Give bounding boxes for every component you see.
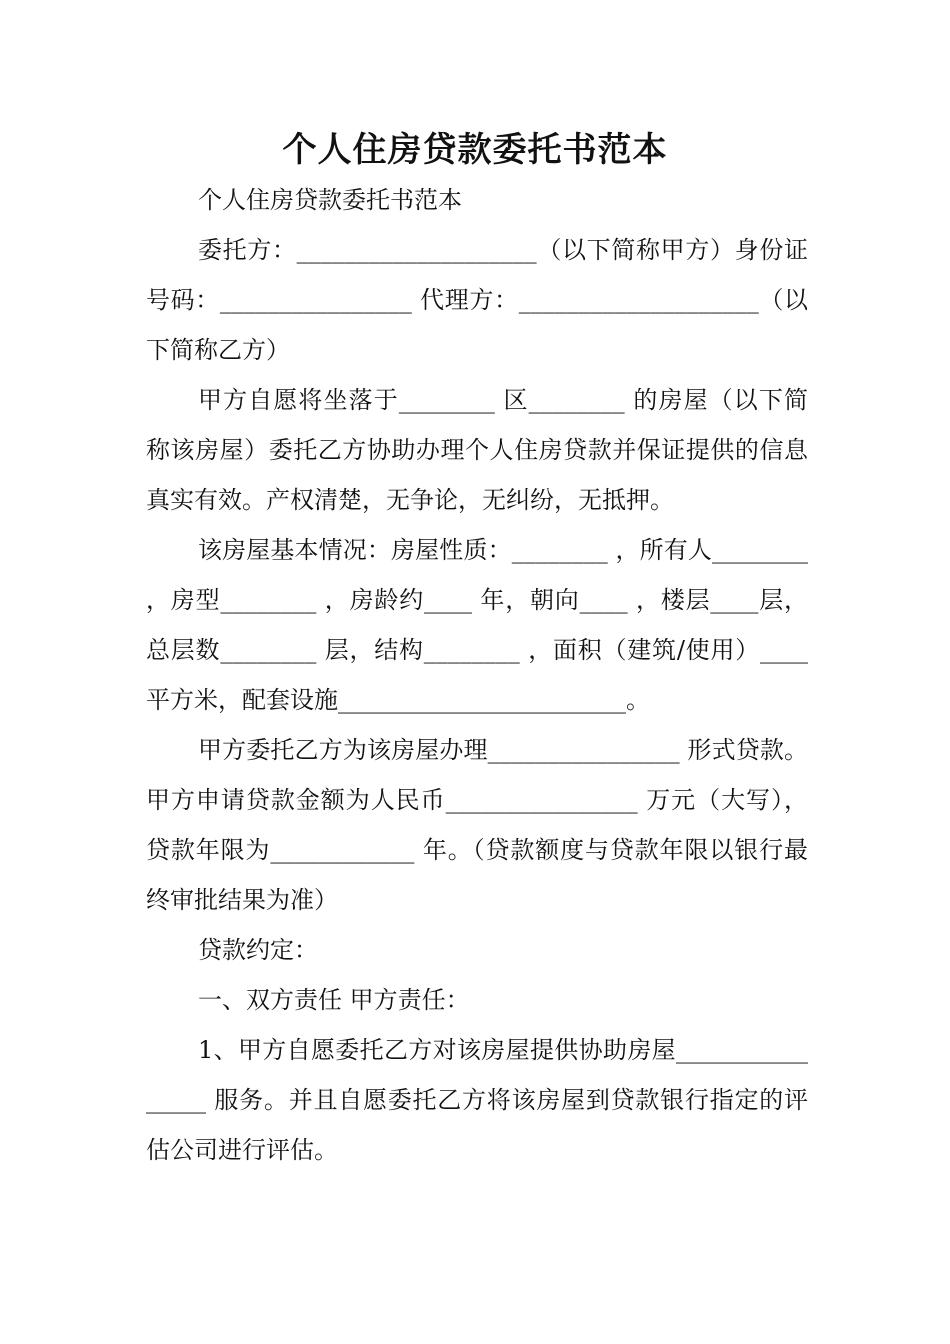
paragraph-property-details: 该房屋基本情况：房屋性质：________ ，所有人________ ，房型________ ，房龄约____ 年，朝向____ ，楼层____层，总层数________ 层，结构________ ，面积（建筑/使用）____ 平方米，配套设施________________________。 — [146, 536, 808, 714]
paragraph-loan-terms-heading: 贷款约定： — [198, 936, 318, 964]
paragraph-parties: 委托方：____________________（以下简称甲方）身份证号码：________________ 代理方：____________________（以下简称乙方） — [146, 236, 808, 364]
paragraph-responsibilities-heading: 一、双方责任 甲方责任： — [198, 986, 470, 1014]
document-body — [146, 175, 808, 1175]
paragraph-heading-repeat: 个人住房贷款委托书范本 — [198, 186, 462, 214]
paragraph-property-location: 甲方自愿将坐落于________ 区________ 的房屋（以下简称该房屋）委托乙方协助办理个人住房贷款并保证提供的信息真实有效。产权清楚，无争论，无纠纷，无抵押。 — [146, 386, 808, 514]
paragraph-loan-request: 甲方委托乙方为该房屋办理________________ 形式贷款。 甲方申请贷款金额为人民币________________ 万元（大写），贷款年限为____________ 年。（贷款额度与贷款年限以银行最终审批结果为准） — [146, 736, 808, 914]
document-title: 个人住房贷款委托书范本 — [282, 130, 668, 170]
paragraph-responsibility-item-1: 1、甲方自愿委托乙方对该房屋提供协助房屋________________ 服务。并且自愿委托乙方将该房屋到贷款银行指定的评估公司进行评估。 — [146, 1036, 808, 1164]
